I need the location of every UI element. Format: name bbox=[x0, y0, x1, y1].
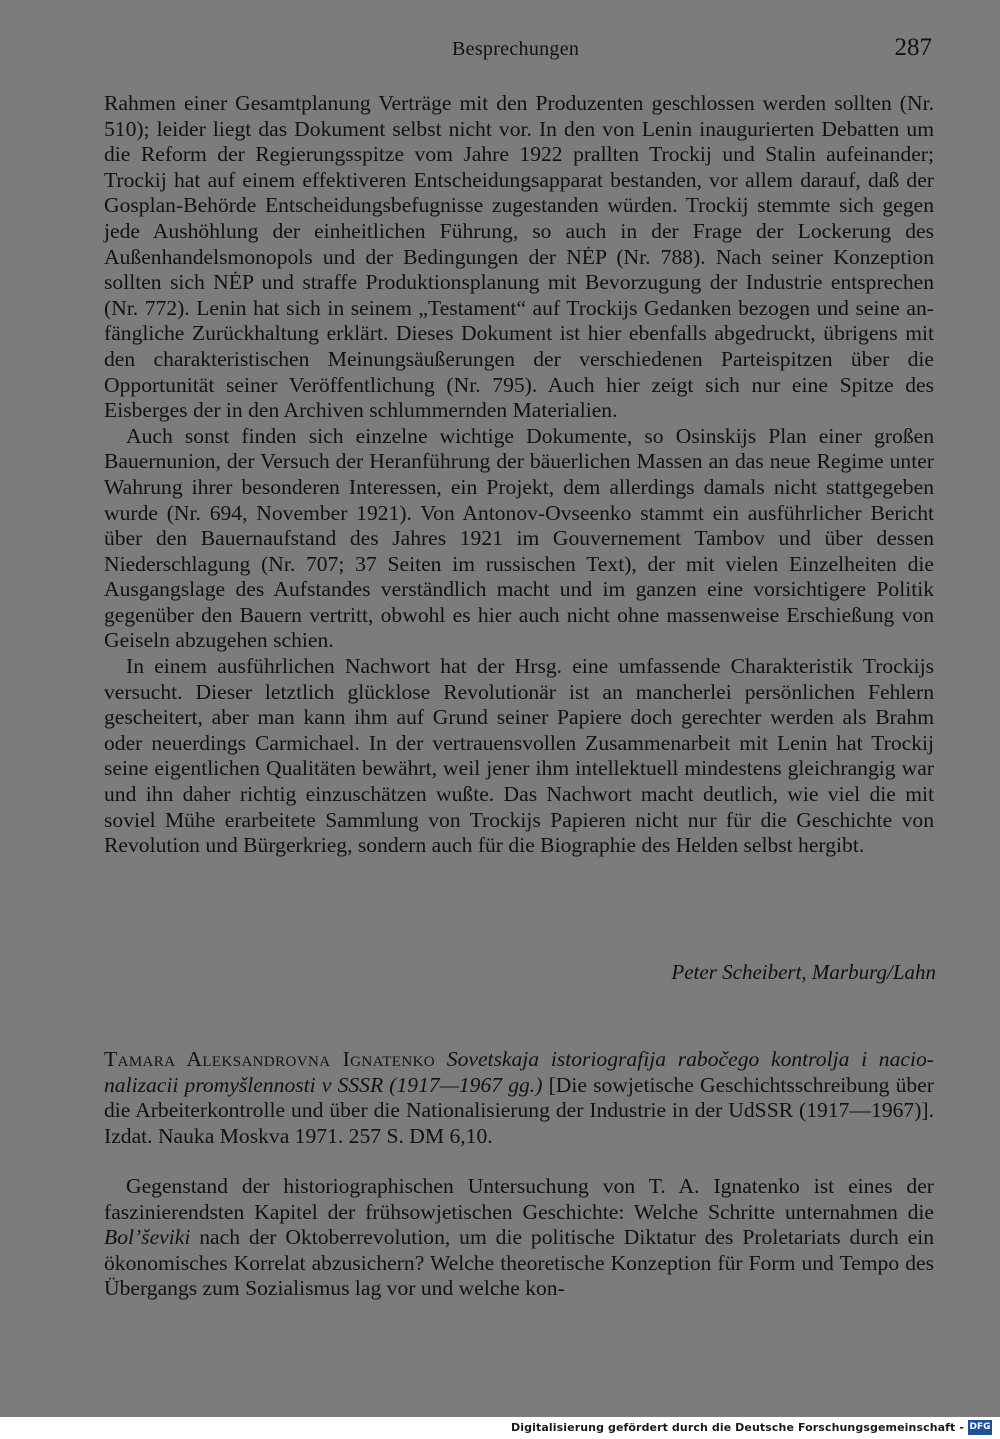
paragraph: Auch sonst finden sich einzelne wichtige Dokumente, so Osinskijs Plan einer großen Bauernunion, der Versuch der Heranführung der bäuerlichen Massen an das neue Regime unter Wahrung ihrer besonderen Interessen, ein Projekt, dem allerdings damals nicht stattgegeben wurde (Nr. 694, November 1921). Von Antonov-Ovseenko stammt ein ausführlicher Bericht über den Bauernaufstand des Jahres 1921 im Gouvernement Tambov und über dessen Niederschlagung (Nr. 707; 37 Seiten im russischen Text), der mit vielen Einzelheiten die Ausgangslage des Aufstandes verständlich macht und im ganzen eine vorsichtigere Politik gegenüber den Bauern vertritt, obwohl es hier auch nicht ohne massenweise Erschießung von Geiseln abzugehen schien. bbox=[104, 423, 934, 653]
review-text bbox=[104, 91, 934, 859]
book-details: [Die sowjetische Geschichtsschreibung über die Arbeiterkontrolle und über die Nationalisierung der Industrie in der UdSSR (1917—1967)]. Izdat. Nauka Moskva 1971. 257 S. DM 6,10. bbox=[104, 1072, 934, 1148]
italic-term: Bol’ševiki bbox=[104, 1225, 191, 1250]
paragraph: Rahmen einer Gesamtplanung Verträge mit den Produzenten geschlossen werden sollten (Nr. 510); leider liegt das Dokument selbst nicht vor. In den von Lenin inaugurierten Debatten um die Reform der Regierungsspitze vom Jahre 1922 prallten Trockij und Stalin aufeinander; Trockij hat auf einem effektiveren Entscheidungsapparat bestanden, vor allem darauf, daß der Gosplan-Behörde Entscheidungsbefugnisse zugestanden würden. Trockij stemmte sich gegen jede Aushöhlung der einheitlichen Führung, so auch in der Frage der Lockerung des Außenhandelsmonopols und der Bedingungen der NĖP (Nr. 788). Nach seiner Konzeption sollten sich NĖP und straffe Produktionsplanung mit Bevorzugung der Industrie entsprechen (Nr. 772). Lenin hat sich in seinem „Testament“ auf Trockijs Gedanken bezogen und seine anfängliche Zurückhaltung erklärt. Dieses Dokument ist hier ebenfalls abgedruckt, übrigens mit den charakteristischen Meinungsäußerungen der verschiedenen Parteispitzen über die Opportunität seiner Veröffentlichung (Nr. 795). Auch hier zeigt sich nur eine Spitze des Eisberges der in den Archiven schlummernden Materialien. bbox=[104, 91, 934, 423]
dfg-logo: DFG bbox=[968, 1420, 992, 1435]
review-text bbox=[104, 1174, 934, 1302]
running-head bbox=[0, 34, 1000, 62]
funding-credit: Digitalisierung gefördert durch die Deutsche Forschungsgemeinschaft - bbox=[511, 1421, 964, 1434]
paragraph-text: nach der Oktoberrevolution, um die politische Diktatur des Proletariats durch ein ökonomisches Korrelat abzusichern? Welche theoretische Konzeption für Form und Tempo des Übergangs zum Sozialismus lag vor und welche kon- bbox=[104, 1225, 934, 1301]
paragraph: In einem ausführlichen Nachwort hat der Hrsg. eine umfassende Charakteristik Trockijs versucht. Dieser letztlich glücklose Revolutionär ist an mancherlei persönlichen Fehlern gescheitert, aber man kann ihm auf Grund seiner Papiere doch gerechter werden als Brahm oder neuerdings Carmichael. In der vertrauensvollen Zusammenarbeit mit Lenin hat Trockij seine eigentlichen Qualitäten bewährt, weil jener ihm intellektuell mindestens gleichrangig war und ihn daher richtig einzuschätzen wußte. Das Nachwort macht deutlich, wie viel die mit soviel Mühe erarbeitete Sammlung von Trockijs Papieren nicht nur für die Geschichte von Revolution und Bürgerkrieg, sondern auch für die Biographie des Helden selbst hergibt. bbox=[104, 654, 934, 858]
book-title: Sovetskaja istoriografija rabočego kontrolja i nacionalizacii promyšlennosti v SSSR (1917—1967 gg.) bbox=[104, 1047, 934, 1097]
paragraph-text: Gegenstand der historiographischen Untersuchung von T. A. Ignatenko ist eines der faszinierendsten Kapitel der frühsowjetischen Geschichte: Welche Schritte unternahmen die bbox=[104, 1174, 934, 1224]
paragraph bbox=[104, 1174, 934, 1302]
page-number: 287 bbox=[894, 34, 932, 61]
book-author: Tamara Aleksandrovna Ignatenko bbox=[104, 1047, 436, 1071]
reviewer-signature: Peter Scheibert, Marburg/Lahn bbox=[671, 960, 936, 984]
footer-bar bbox=[0, 1417, 1000, 1439]
running-title: Besprechungen bbox=[452, 38, 580, 60]
bibliographic-entry bbox=[104, 1047, 934, 1149]
